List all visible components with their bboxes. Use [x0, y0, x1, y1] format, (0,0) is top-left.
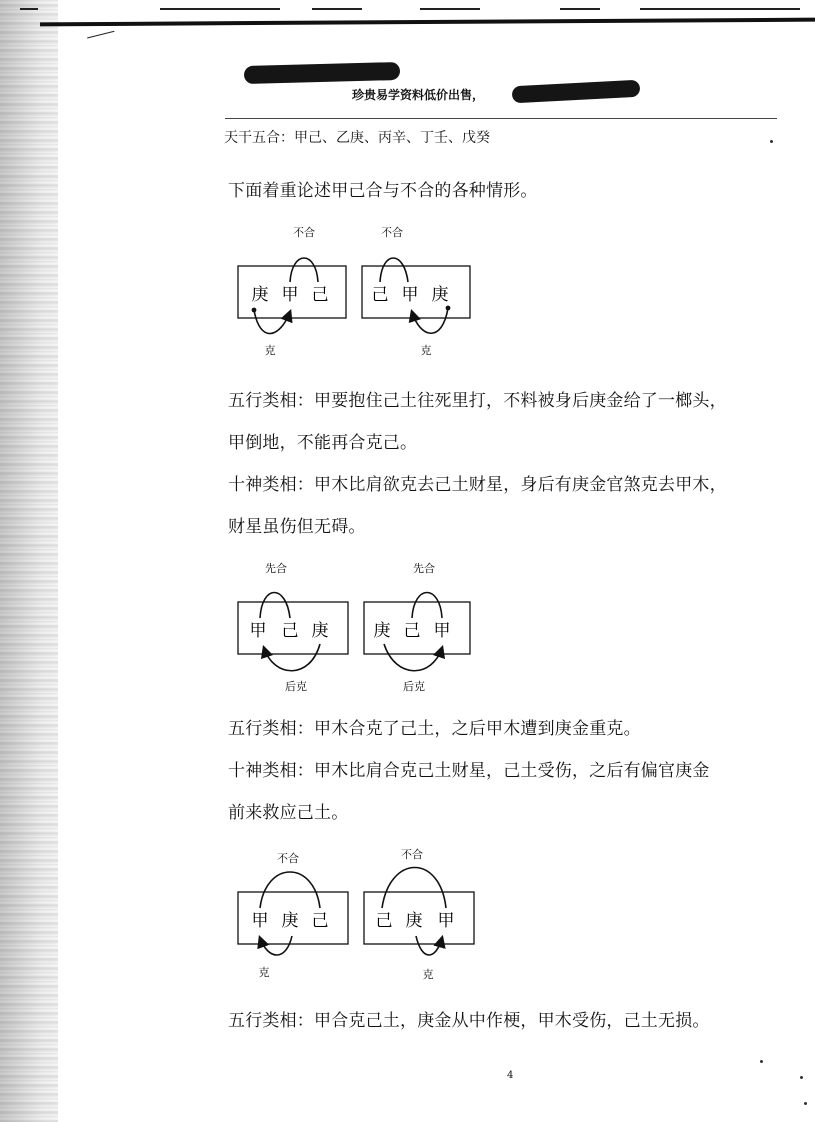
scan-dash	[160, 8, 280, 10]
scan-dash	[560, 8, 600, 10]
redaction-mark	[512, 80, 641, 104]
relation-top-label: 不合	[293, 226, 315, 239]
stem-char: 甲	[249, 621, 267, 641]
stem-char: 己	[375, 911, 393, 931]
stem-char: 己	[371, 285, 389, 305]
stem-char: 己	[311, 285, 329, 305]
intro-text: 下面着重论述甲己合与不合的各种情形。	[228, 181, 538, 201]
relation-bottom-label: 克	[422, 968, 434, 981]
diagram-left-1	[234, 222, 354, 366]
stem-char: 己	[281, 621, 299, 641]
stem-char: 己	[311, 911, 329, 931]
relation-bottom-label: 后克	[403, 680, 425, 693]
scan-dash	[640, 8, 800, 10]
header-rule	[225, 118, 777, 119]
scan-dash	[420, 8, 480, 10]
relation-top-label: 不合	[381, 226, 403, 239]
relation-bottom-label: 克	[258, 966, 270, 979]
relation-bottom-label: 后克	[285, 680, 307, 693]
stem-char: 甲	[437, 911, 455, 931]
diagram-right-3	[360, 840, 480, 988]
body-line: 五行类相：甲要抱住己土往死里打，不料被身后庚金给了一榔头，	[228, 391, 727, 411]
relation-top-label: 不合	[277, 852, 299, 865]
relation-top-label: 先合	[265, 562, 287, 575]
stem-char: 庚	[311, 621, 329, 641]
body-line: 财星虽伤但无碍。	[228, 517, 366, 537]
header-text: 珍贵易学资料低价出售，	[352, 88, 485, 102]
stem-char: 甲	[433, 621, 451, 641]
stem-char: 庚	[431, 285, 449, 305]
scan-edge-shadow	[0, 0, 58, 1122]
relation-bottom-label: 克	[264, 344, 276, 357]
section-heading: 天干五合：甲己、乙庚、丙辛、丁壬、戊癸	[224, 130, 490, 146]
diagram-left-2	[236, 558, 356, 702]
page-number: 4	[507, 1070, 514, 1081]
stem-char: 己	[403, 621, 421, 641]
scan-speck	[800, 1076, 803, 1079]
corner-mark	[87, 31, 117, 48]
stem-char: 甲	[281, 285, 299, 305]
top-rule	[40, 18, 815, 27]
scan-dash	[312, 8, 362, 10]
relation-top-label: 先合	[413, 562, 435, 575]
scan-speck	[770, 140, 773, 143]
body-line: 前来救应己土。	[228, 803, 349, 823]
redaction-mark	[244, 62, 400, 84]
body-line: 十神类相：甲木比肩合克己土财星，己土受伤，之后有偏官庚金	[228, 761, 710, 781]
body-line: 五行类相：甲木合克了己土，之后甲木遭到庚金重克。	[228, 719, 641, 739]
stem-char: 庚	[405, 911, 423, 931]
relation-bottom-label: 克	[420, 344, 432, 357]
stem-char: 甲	[251, 911, 269, 931]
body-line: 五行类相：甲合克己土，庚金从中作梗，甲木受伤，己土无损。	[228, 1011, 710, 1031]
stem-char: 庚	[373, 621, 391, 641]
scan-speck	[804, 1102, 807, 1105]
diagram-right-1	[360, 222, 480, 366]
diagram-left-3	[234, 844, 354, 988]
body-line: 甲倒地，不能再合克己。	[228, 433, 418, 453]
stem-char: 甲	[401, 285, 419, 305]
body-line: 十神类相：甲木比肩欲克去己土财星，身后有庚金官煞克去甲木，	[228, 475, 727, 495]
scan-dash	[20, 8, 38, 10]
diagram-right-2	[362, 558, 482, 702]
scan-speck	[760, 1060, 763, 1063]
relation-top-label: 不合	[401, 848, 423, 861]
stem-char: 庚	[251, 285, 269, 305]
stem-char: 庚	[281, 911, 299, 931]
